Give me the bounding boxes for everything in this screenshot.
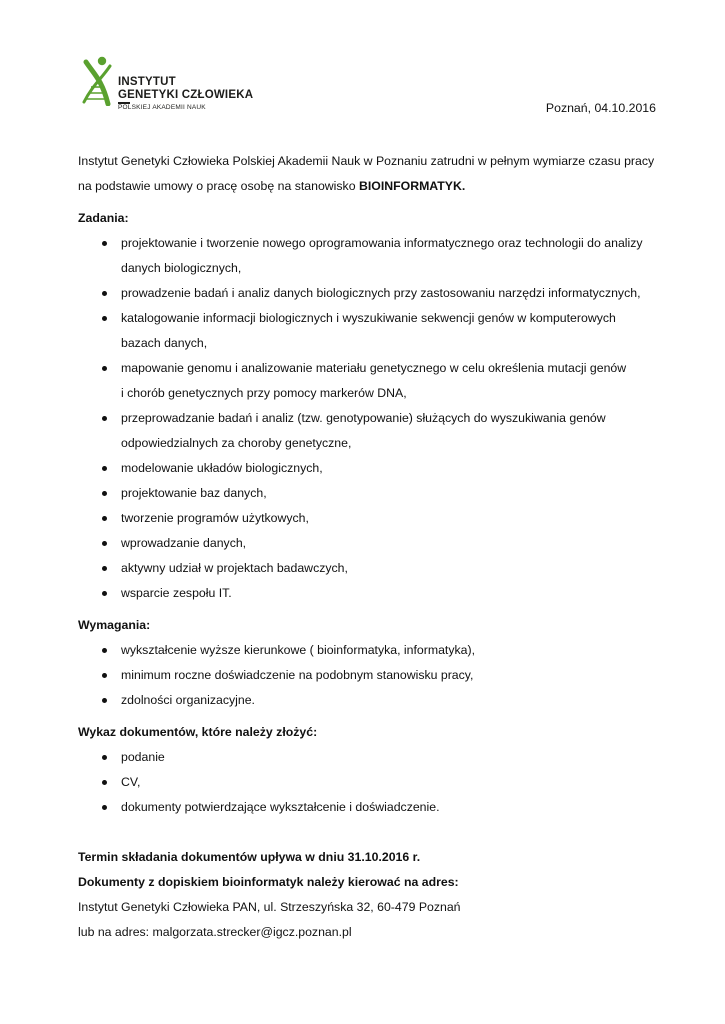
list-item-text: zdolności organizacyjne. (121, 693, 255, 707)
list-item (78, 688, 668, 713)
institute-logo (80, 56, 254, 116)
list-item-text: bazach danych, (121, 336, 208, 350)
list-item-text: odpowiedzialnych za choroby genetyczne, (121, 436, 352, 450)
logo-name-line1: INSTYTUT (118, 76, 176, 88)
list-item-text: wsparcie zespołu IT. (121, 586, 232, 600)
position-title: BIOINFORMATYK. (358, 179, 466, 193)
list-item-text: tworzenie programów użytkowych, (121, 511, 309, 525)
send-to-text: Dokumenty z dopiskiem bioinformatyk należy kierować na adres: (78, 875, 459, 889)
list-item-text: CV, (121, 775, 141, 789)
documents-list (78, 745, 668, 820)
list-item-text: prowadzenie badań i analiz danych biologicznych przy zastosowaniu narzędzi informatycznych, (121, 286, 641, 300)
list-item-text: modelowanie układów biologicznych, (121, 461, 323, 475)
list-item (78, 356, 668, 406)
intro-line-1: Instytut Genetyki Człowieka Polskiej Akademii Nauk w Poznaniu zatrudni w pełnym wymiarze czasu pracy (78, 154, 655, 168)
list-item (78, 638, 668, 663)
list-item-text: dokumenty potwierdzające wykształcenie i doświadczenie. (121, 800, 440, 814)
list-item (78, 556, 668, 581)
spacer (78, 820, 668, 845)
list-item (78, 795, 668, 820)
list-item (78, 281, 668, 306)
list-item-text: mapowanie genomu i analizowanie materiału genetycznego w celu określenia mutacji genów (121, 361, 627, 375)
deadline-text: Termin składania dokumentów upływa w dniu 31.10.2016 r. (78, 850, 421, 864)
list-item-text: wprowadzanie danych, (121, 536, 247, 550)
logo-subtitle: POLSKIEJ AKADEMII NAUK (118, 104, 206, 111)
list-item-text: wykształcenie wyższe kierunkowe ( bioinformatyka, informatyka), (121, 643, 475, 657)
document-date: Poznań, 04.10.2016 (545, 101, 656, 115)
list-item (78, 481, 668, 506)
dna-helix-icon (80, 56, 116, 106)
tasks-heading: Zadania: (78, 211, 129, 225)
requirements-list (78, 638, 668, 713)
list-item (78, 770, 668, 795)
list-item-text: podanie (121, 750, 165, 764)
list-item (78, 531, 668, 556)
list-item (78, 581, 668, 606)
list-item-text: projektowanie baz danych, (121, 486, 267, 500)
list-item (78, 745, 668, 770)
documents-heading: Wykaz dokumentów, które należy złożyć: (78, 725, 318, 739)
list-item (78, 456, 668, 481)
list-item-text: katalogowanie informacji biologicznych i wyszukiwanie sekwencji genów w komputerowych (121, 311, 616, 325)
list-item-text: projektowanie i tworzenie nowego oprogramowania informatycznego oraz technologii do analizy (121, 236, 643, 250)
intro-line-2-text: na podstawie umowy o pracę osobę na stanowisko (78, 179, 359, 193)
list-item-text: przeprowadzanie badań i analiz (tzw. genotypowanie) służących do wyszukiwania genów (121, 411, 606, 425)
list-item (78, 306, 668, 356)
intro-line-2 (78, 174, 668, 199)
tasks-list (78, 231, 668, 606)
list-item (78, 663, 668, 688)
address-text: Instytut Genetyki Człowieka PAN, ul. Strzeszyńska 32, 60-479 Poznań (78, 900, 461, 914)
logo-name-line2: GENETYKI CZŁOWIEKA (118, 89, 254, 101)
list-item-text: danych biologicznych, (121, 261, 242, 275)
list-item (78, 506, 668, 531)
list-item-text: minimum roczne doświadczenie na podobnym stanowisku pracy, (121, 668, 474, 682)
list-item-text: aktywny udział w projektach badawczych, (121, 561, 348, 575)
list-item (78, 406, 668, 456)
email-text: lub na adres: malgorzata.strecker@igcz.poznan.pl (78, 925, 352, 939)
requirements-heading: Wymagania: (78, 618, 151, 632)
list-item-text: i chorób genetycznych przy pomocy markerów DNA, (121, 386, 407, 400)
document-body (78, 149, 668, 945)
list-item (78, 231, 668, 281)
